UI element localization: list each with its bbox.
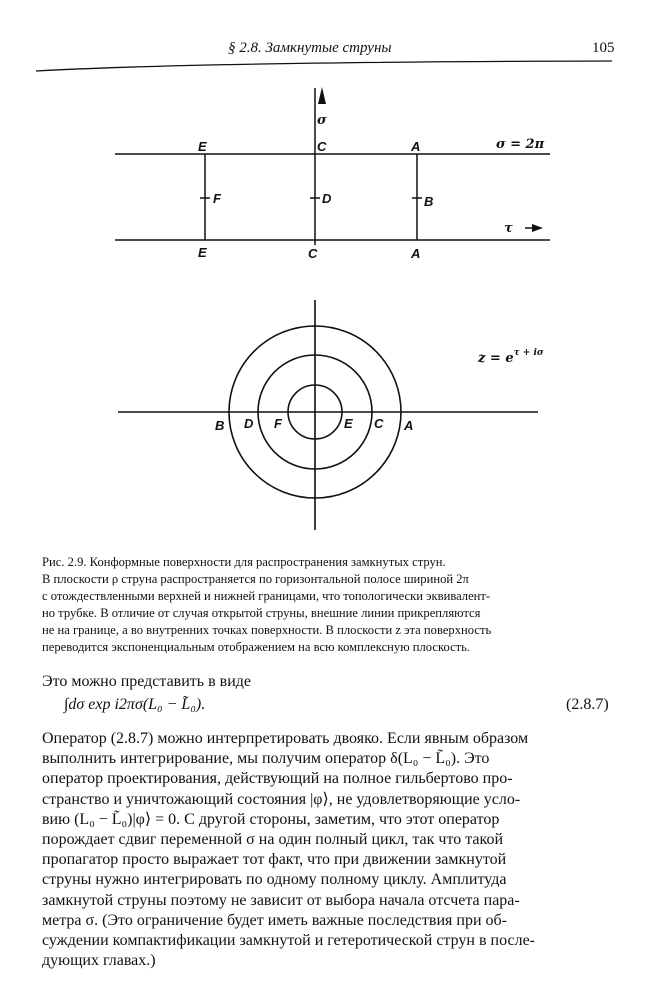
caption-line: с отождествленными верхней и нижней границами, что топологически эквивалент- — [42, 589, 491, 603]
body-line: дующих главах.) — [42, 952, 156, 970]
middle-label-B: B — [424, 194, 434, 209]
strip-figure — [0, 80, 658, 280]
top-label-A: A — [411, 139, 421, 154]
sigma-axis-label: σ — [317, 113, 327, 128]
circle-label-A: A — [404, 418, 414, 433]
caption-line: В плоскости ρ струна распространяется по горизонтальной полосе шириной 2π — [42, 572, 469, 586]
middle-label-D: D — [322, 191, 332, 206]
figure-caption — [42, 554, 612, 656]
body-line: оператор проектирования, действующий на полное гильбертово про- — [42, 770, 513, 788]
bottom-label-A: A — [411, 246, 421, 261]
middle-label-F: F — [213, 191, 221, 206]
body-line: пропагатор просто выражает тот факт, что при движении замкнутой — [42, 851, 507, 869]
sigma-arrow-head — [318, 87, 326, 104]
tau-axis-label: τ — [504, 221, 513, 236]
body-line: странство и уничтожающий состояния |φ⟩, не удовлетворяющие усло- — [42, 790, 521, 808]
body-line: метра σ. (Это ограничение будет иметь важные последствия при об- — [42, 911, 507, 929]
body-paragraph — [42, 729, 612, 971]
caption-line: Рис. 2.9. Конформные поверхности для распространения замкнутых струн. — [42, 555, 446, 569]
intro-text: Это можно представить в виде — [42, 673, 251, 690]
body-line: Оператор (2.8.7) можно интерпретировать двояко. Если явным образом — [42, 730, 529, 747]
tau-arrow-head — [532, 224, 543, 232]
top-label-C: C — [317, 139, 327, 154]
header-rule — [0, 0, 658, 80]
body-line: струны нужно интегрировать по одному полному циклу. Амплитуда — [42, 871, 507, 889]
running-head: § 2.8. Замкнутые струны — [228, 40, 392, 56]
circle-label-D: D — [244, 416, 254, 431]
circle-label-F: F — [274, 416, 282, 431]
bottom-label-E: E — [198, 245, 207, 260]
circle-label-B: B — [215, 418, 225, 433]
body-line: порождает сдвиг переменной σ на один полный цикл, так что такой — [42, 831, 504, 849]
caption-line: но трубке. В отличие от случая открытой струны, внешние линии прикрепляются — [42, 606, 481, 620]
equation-number: (2.8.7) — [566, 696, 609, 713]
body-line: замкнутой струны поэтому не зависит от выбора начала отсчета пара- — [42, 891, 520, 909]
body-line: выполнить интегрирование, мы получим оператор δ(L₀ − L̃₀). Это — [42, 750, 490, 768]
circle-label-C: C — [374, 416, 384, 431]
caption-line: не на границе, а во внутренних точках поверхности. В плоскости z эта поверхность — [42, 623, 492, 637]
z-plane-figure — [0, 290, 658, 540]
caption-line: переводится экспоненциальным отображением на всю комплексную плоскость. — [42, 640, 471, 654]
equation-2-8-7: ∫dσ exp i2πσ(L₀ − L̃₀). — [64, 696, 206, 713]
map-label: $z = e^{\tau + i\sigma}$ — [478, 348, 544, 366]
circle-label-E: E — [344, 416, 353, 431]
sigma-value-label: σ = 2π — [496, 137, 545, 152]
top-label-E: E — [198, 139, 207, 154]
bottom-label-C: C — [308, 246, 318, 261]
body-line: вию (L₀ − L̃₀)|φ⟩ = 0. С другой стороны, заметим, что этот оператор — [42, 810, 500, 828]
page-number: 105 — [592, 40, 615, 56]
body-line: суждении компактификации замкнутой и гетеротической струн в после- — [42, 932, 535, 950]
